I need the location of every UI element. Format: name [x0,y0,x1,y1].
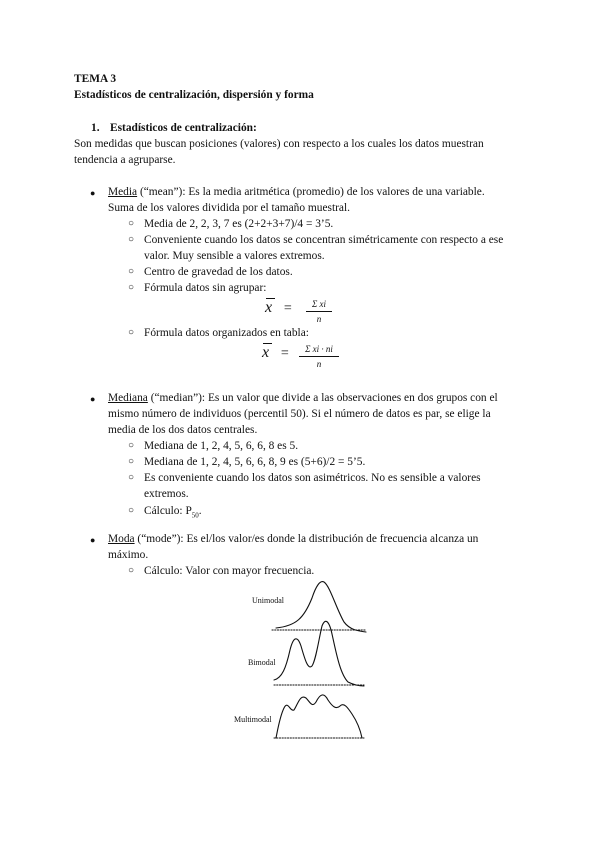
mediana-def: (“median”): Es un valor que divide a las observaciones en dos grupos con el [147,392,498,404]
formula-denominator: n [316,359,322,369]
mediana-example1: Mediana de 1, 2, 4, 5, 6, 6, 8 es 5. [144,440,299,452]
media-formula-table-label: Fórmula datos organizados en tabla: [144,327,309,339]
mediana-line1 [108,392,498,404]
moda-def: (“mode”): Es el/los valor/es donde la distribución de frecuencia alcanza un [134,533,479,545]
mediana-note-line2: extremos. [144,488,189,500]
moda-line1 [108,533,478,545]
circle-bullet-icon: ○ [128,327,135,338]
multimodal-curve [276,695,362,738]
media-line1 [108,186,485,198]
mediana-line3: media de los dos datos centrales. [108,424,258,436]
bullet-icon: ● [90,394,96,404]
circle-bullet-icon: ○ [128,282,135,293]
circle-bullet-icon: ○ [128,565,135,576]
media-term: Media [108,186,138,198]
section-number: 1. [91,122,100,134]
formula-numerator: Σ xi · ni [305,344,333,354]
formula-equals: = [280,346,290,361]
label-bimodal: Bimodal [248,658,276,667]
label-unimodal: Unimodal [252,596,284,605]
distribution-sketches [226,578,376,748]
circle-bullet-icon: ○ [128,234,135,245]
unimodal-curve [276,582,366,632]
doc-subtitle: Estadísticos de centralización, dispersión y forma [74,89,314,101]
circle-bullet-icon: ○ [128,505,135,516]
media-def: (“mean”): Es la media aritmética (promedio) de los valores de una variable. [137,186,485,198]
media-note-line1: Conveniente cuando los datos se concentran simétricamente con respecto a ese [144,234,504,246]
doc-topic: TEMA 3 [74,73,117,85]
circle-bullet-icon: ○ [128,456,135,467]
media-example: Media de 2, 2, 3, 7 es (2+2+3+7)/4 = 3’5. [144,218,334,230]
media-gravity: Centro de gravedad de los datos. [144,266,293,278]
formula-numerator: Σ xi [311,299,327,309]
media-line2: Suma de los valores dividida por el tamaño muestral. [108,202,350,214]
bullet-icon: ● [90,188,96,198]
section-intro-line2: tendencia a agruparse. [74,154,176,166]
mediana-term: Mediana [108,392,148,404]
formula-equals: = [283,301,293,316]
media-note-line2: valor. Muy sensible a valores extremos. [144,250,325,262]
moda-term: Moda [108,533,135,545]
formula-ungrouped-fraction [306,298,332,325]
moda-calc: Cálculo: Valor con mayor frecuencia. [144,565,315,577]
mediana-example2: Mediana de 1, 2, 4, 5, 6, 6, 8, 9 es (5+6)/2 = 5’5. [144,456,366,468]
mediana-calc: Cálculo: $P_{50}$. [144,505,202,520]
formula-denominator: n [316,314,322,324]
moda-line2: máximo. [108,549,149,561]
bimodal-curve [274,621,364,686]
media-formula-ungrouped-label: Fórmula datos sin agrupar: [144,282,267,294]
formula-table-fraction [299,343,339,370]
formula-mean-symbol: x [265,299,272,317]
bullet-icon: ● [90,535,96,545]
mediana-line2: mismo número de individuos (percentil 50). Si el número de datos es par, se elige la [108,408,491,420]
section-intro-line1: Son medidas que buscan posiciones (valores) con respecto a los cuales los datos muestran [74,138,484,150]
circle-bullet-icon: ○ [128,218,135,229]
circle-bullet-icon: ○ [128,472,135,483]
formula-mean-symbol: x [262,344,269,362]
section-title: Estadísticos de centralización: [110,122,257,134]
mediana-note-line1: Es conveniente cuando los datos son asimétricos. No es sensible a valores [144,472,481,484]
circle-bullet-icon: ○ [128,266,135,277]
circle-bullet-icon: ○ [128,440,135,451]
label-multimodal: Multimodal [234,715,272,724]
